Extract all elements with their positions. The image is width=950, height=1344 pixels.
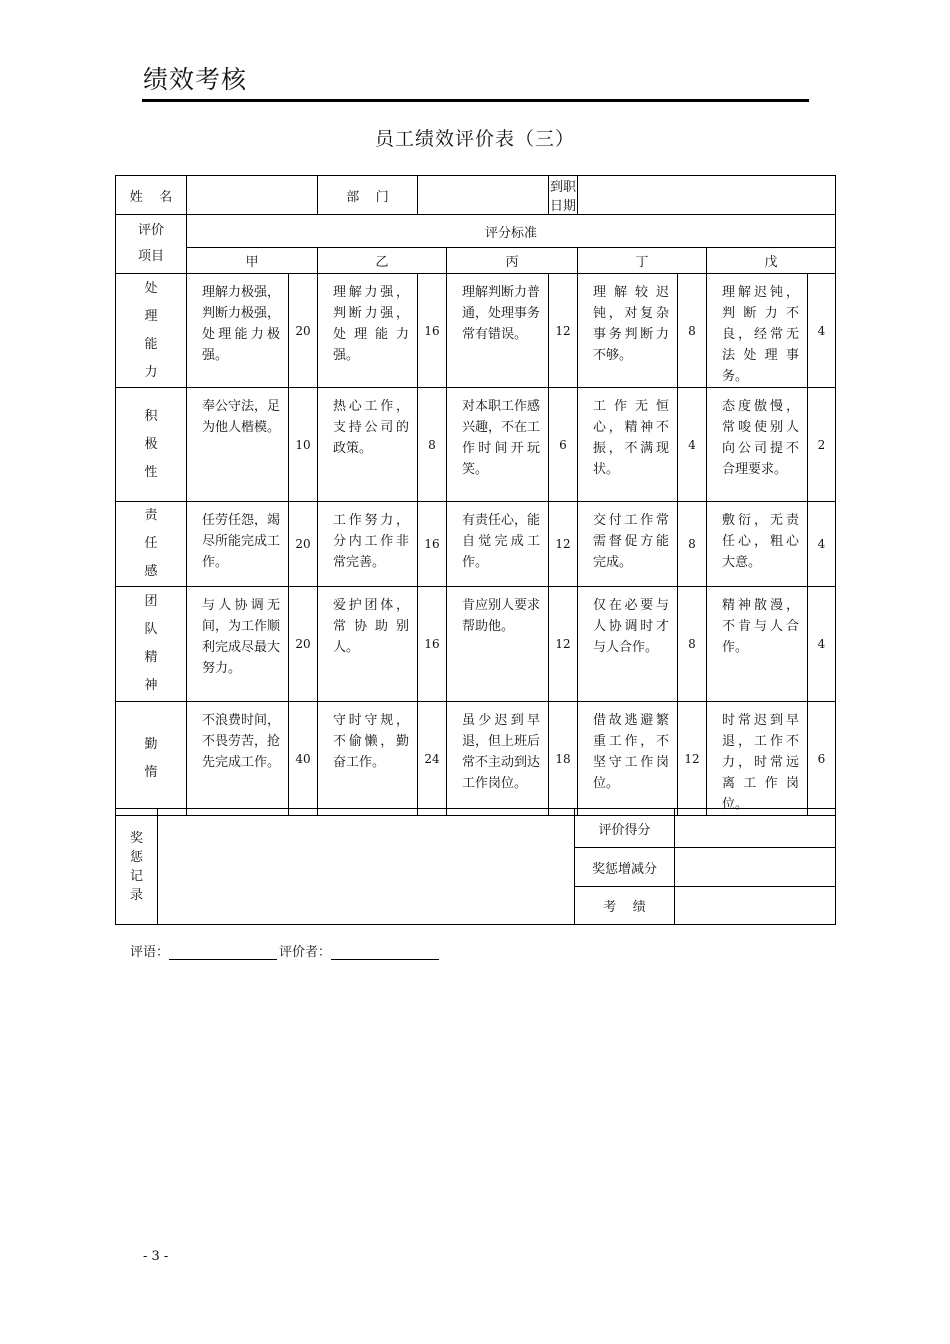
dept-field[interactable]	[418, 176, 549, 215]
grade-header-row	[116, 248, 836, 274]
score-cell: 16	[418, 587, 447, 702]
criteria-desc: 爱护团体，常协助别人。	[318, 587, 418, 702]
grade-c: 丙	[447, 248, 578, 274]
evaluator-blank[interactable]	[331, 945, 439, 960]
score-cell: 12	[549, 587, 578, 702]
criteria-desc: 理解力极强，判断力极强，处理能力极强。	[187, 274, 289, 388]
criteria-desc: 与人协调无间，为工作顺利完成尽最大努力。	[187, 587, 289, 702]
criteria-desc: 肯应别人要求帮助他。	[447, 587, 549, 702]
criteria-desc: 奉公守法，足为他人楷模。	[187, 388, 289, 502]
score-cell: 10	[289, 388, 318, 502]
score-cell: 12	[678, 702, 707, 816]
table-row	[116, 502, 836, 587]
score-cell: 16	[418, 502, 447, 587]
table-row	[116, 702, 836, 816]
eval-score-field[interactable]	[675, 809, 836, 848]
grade-a: 甲	[187, 248, 318, 274]
criteria-desc: 任劳任怨，竭尽所能完成工作。	[187, 502, 289, 587]
grade-d: 丁	[578, 248, 707, 274]
reward-record-field[interactable]	[158, 809, 575, 925]
score-cell: 40	[289, 702, 318, 816]
criteria-desc: 工作努力，分内工作非常完善。	[318, 502, 418, 587]
bonus-field[interactable]	[675, 848, 836, 887]
criteria-desc: 借故逃避繁重工作，不坚守工作岗位。	[578, 702, 678, 816]
criteria-desc: 理解较迟钝，对复杂事务判断力不够。	[578, 274, 678, 388]
criteria-header: 评分标准	[187, 215, 836, 248]
score-cell: 8	[678, 274, 707, 388]
criteria-desc: 热心工作，支持公司的政策。	[318, 388, 418, 502]
grade-b: 乙	[318, 248, 447, 274]
score-cell: 12	[549, 502, 578, 587]
hire-date-field[interactable]	[578, 176, 836, 215]
page-number: - 3 -	[143, 1249, 169, 1264]
info-row	[116, 176, 836, 215]
criteria-desc: 守时守规，不偷懒，勤奋工作。	[318, 702, 418, 816]
document-title: 员工绩效评价表（三）	[374, 128, 575, 150]
item-responsibility: 责任感	[116, 502, 187, 587]
score-cell: 4	[808, 587, 836, 702]
name-field[interactable]	[187, 176, 318, 215]
grade-e: 戊	[707, 248, 836, 274]
criteria-desc: 有责任心，能自觉完成工作。	[447, 502, 549, 587]
reward-record-label: 奖惩记录	[116, 809, 158, 925]
score-cell: 8	[678, 587, 707, 702]
criteria-desc: 理解力强，判断力强，处理能力强。	[318, 274, 418, 388]
summary-table	[115, 808, 836, 925]
score-cell: 4	[808, 502, 836, 587]
score-cell: 2	[808, 388, 836, 502]
score-cell: 6	[808, 702, 836, 816]
criteria-desc: 精神散漫，不肯与人合作。	[707, 587, 808, 702]
name-label: 姓 名	[116, 176, 187, 215]
item-diligence: 勤惰	[116, 702, 187, 816]
score-cell: 12	[549, 274, 578, 388]
table-row	[116, 388, 836, 502]
score-cell: 20	[289, 587, 318, 702]
criteria-desc: 虽少迟到早退，但上班后常不主动到达工作岗位。	[447, 702, 549, 816]
bonus-label: 奖惩增减分	[575, 848, 675, 887]
item-header-top: 评价	[137, 223, 164, 238]
criteria-desc: 理解迟钝，判断力不良，经常无法处理事务。	[707, 274, 808, 388]
criteria-desc: 对本职工作感兴趣，不在工作时间开玩笑。	[447, 388, 549, 502]
criteria-desc: 时常迟到早退，工作不力，时常远离工作岗位。	[707, 702, 808, 816]
score-cell: 24	[418, 702, 447, 816]
criteria-desc: 敷衍，无责任心，粗心大意。	[707, 502, 808, 587]
evaluator-label: 评价者：	[279, 945, 332, 960]
criteria-desc: 仅在必要与人协调时才与人合作。	[578, 587, 678, 702]
evaluation-table	[115, 175, 836, 816]
item-initiative: 积极性	[116, 388, 187, 502]
item-processing-ability: 处理能力	[116, 274, 187, 388]
criteria-header-row	[116, 215, 836, 248]
comment-label: 评语：	[130, 945, 170, 960]
score-cell: 18	[549, 702, 578, 816]
criteria-desc: 态度傲慢，常唆使别人向公司提不合理要求。	[707, 388, 808, 502]
hire-date-label: 到职日期	[549, 176, 578, 215]
criteria-desc: 交付工作常需督促方能完成。	[578, 502, 678, 587]
score-cell: 20	[289, 502, 318, 587]
item-header-bottom: 项目	[137, 249, 164, 264]
result-field[interactable]	[675, 887, 836, 925]
header-rule	[142, 99, 809, 102]
criteria-desc: 不浪费时间，不畏劳苦，抢先完成工作。	[187, 702, 289, 816]
item-team-spirit: 团队精神	[116, 587, 187, 702]
result-label: 考 绩	[575, 887, 675, 925]
score-cell: 20	[289, 274, 318, 388]
table-row	[116, 587, 836, 702]
table-row	[116, 274, 836, 388]
dept-label: 部 门	[318, 176, 418, 215]
score-cell: 8	[418, 388, 447, 502]
criteria-desc: 理解判断力普通，处理事务常有错误。	[447, 274, 549, 388]
score-cell: 6	[549, 388, 578, 502]
footer-sign-line	[130, 941, 441, 960]
item-header	[116, 215, 187, 274]
score-cell: 8	[678, 502, 707, 587]
criteria-desc: 工作无恒心，精神不振，不满现状。	[578, 388, 678, 502]
comment-blank[interactable]	[169, 945, 277, 960]
score-cell: 4	[808, 274, 836, 388]
score-cell: 16	[418, 274, 447, 388]
header-title: 绩效考核	[143, 65, 248, 94]
eval-score-label: 评价得分	[575, 809, 675, 848]
score-cell: 4	[678, 388, 707, 502]
